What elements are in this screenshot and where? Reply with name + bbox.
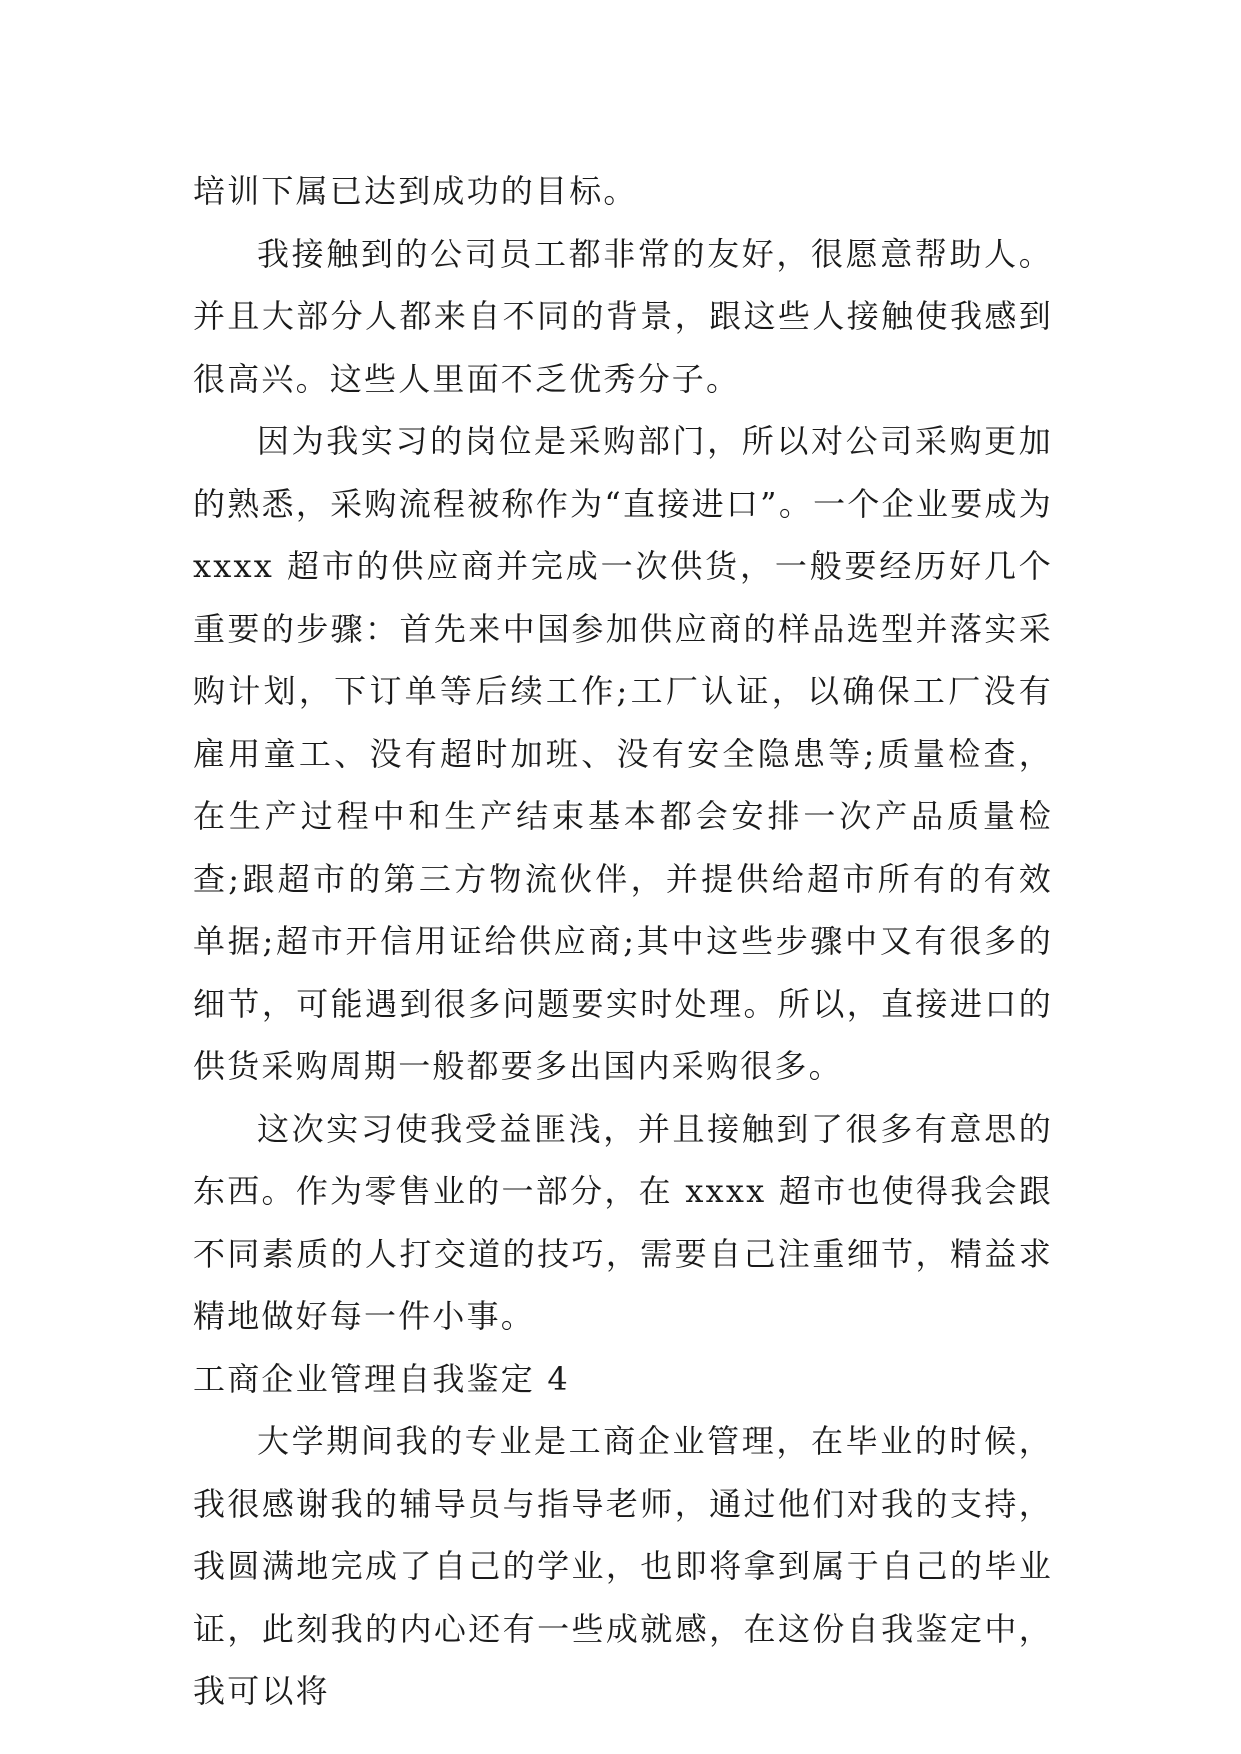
paragraph-colleagues: 我接触到的公司员工都非常的友好，很愿意帮助人。并且大部分人都来自不同的背景，跟这些人接触使我感到很高兴。这些人里面不乏优秀分子。 — [193, 234, 1053, 398]
paragraph-continuation: 培训下属已达到成功的目标。 — [193, 172, 638, 210]
section-heading: 工商企业管理自我鉴定 4 — [193, 1359, 570, 1398]
document-body — [193, 160, 1053, 1723]
paragraph-procurement: 因为我实习的岗位是采购部门，所以对公司采购更加的熟悉，采购流程被称作为“直接进口”。一个企业要成为 xxxx 超市的供应商并完成一次供货，一般要经历好几个重要的步骤：首先来中国参加供应商的样品选型并落实采购计划，下订单等后续工作;工厂认证，以确保工厂没有雇用童工、没有超时加班、没有安全隐患等;质量检查，在生产过程中和生产结束基本都会安排一次产品质量检查;跟超市的第三方物流伙伴，并提供给超市所有的有效单据;超市开信用证给供应商;其中这些步骤中又有很多的细节，可能遇到很多问题要实时处理。所以，直接进口的供货采购周期一般都要多出国内采购很多。 — [193, 422, 1053, 1085]
paragraph-self-evaluation: 大学期间我的专业是工商企业管理，在毕业的时候，我很感谢我的辅导员与指导老师，通过他们对我的支持，我圆满地完成了自己的学业，也即将拿到属于自己的毕业证，此刻我的内心还有一些成就感，在这份自我鉴定中，我可以将 — [193, 1422, 1053, 1710]
paragraph-internship-benefit: 这次实习使我受益匪浅，并且接触到了很多有意思的东西。作为零售业的一部分，在 xxxx 超市也使得我会跟不同素质的人打交道的技巧，需要自己注重细节，精益求精地做好每一件小事。 — [193, 1109, 1053, 1335]
